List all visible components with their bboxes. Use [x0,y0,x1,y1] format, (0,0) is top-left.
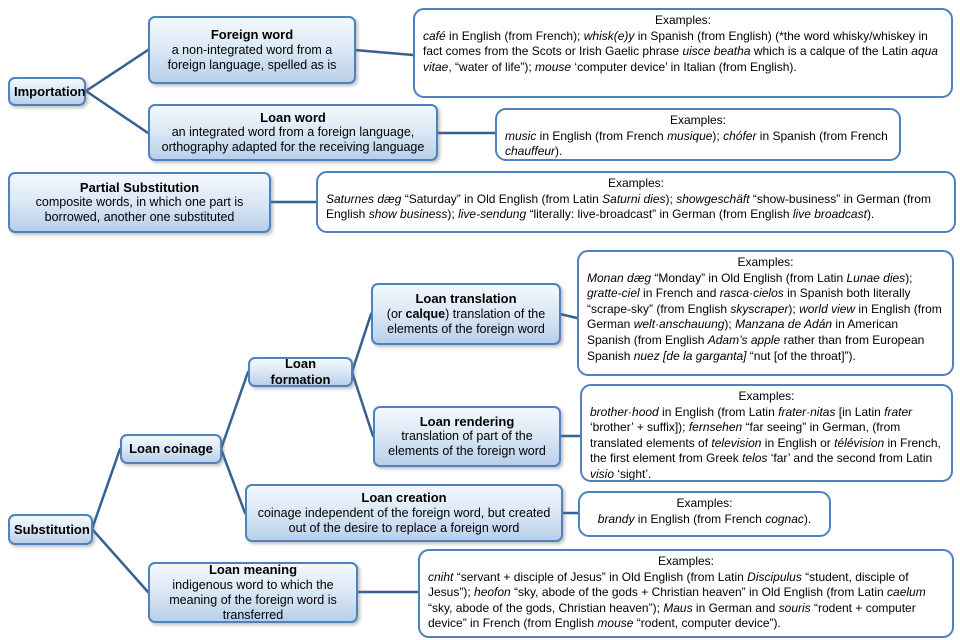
examples-body: Saturnes dæg “Saturday” in Old English (from Latin Saturni dies); showgeschäft “show-business” in German (from English show business); live-sendung “literally: live-broadcast” in German (from English live broadcast). [326,191,931,222]
examples-heading: Examples: [676,496,733,510]
node-title: Importation [14,83,86,99]
examples-heading: Examples: [657,554,715,568]
examples-body: brother·hood in English (from Latin frater·nitas [in Latin frater ‘brother’ + suffix]); fernsehen “far seeing” in German, (from translated elements of television in English or télévision in French, the first element from Greek telos ‘far’ and the second from Latin visio ‘sight’. [590,404,941,481]
examples-heading: Examples: [607,176,665,190]
connector [355,50,413,55]
node-title: Loan word [260,109,326,125]
node-title: Substitution [14,521,90,537]
examples-body: Monan dæg “Monday” in Old English (from Latin Lunae dies); gratte-ciel in French and rasca·cielos in Spanish both literally “scrape-sky” (from English skyscraper); world view in English (from German welt·anschauung); Manzana de Adán in American Spanish (from English Adam’s apple rather than from European Spanish nuez [de la garganta] “nut [of the throat]”). [587,270,942,363]
examples-heading: Examples: [738,389,795,403]
node-substitution [8,514,93,545]
examples-loan-translation [577,250,954,376]
connector [86,91,148,133]
examples-loan-word [495,108,901,161]
examples-body: café in English (from French); whisk(e)y in Spanish (from English) (*the word whisky/whiskey in fact comes from the Scots or Irish Gaelic phrase uisce beatha which is a calque of the Latin aqua vitae, “water of life”); mouse ‘computer device’ in Italian (from English). [423,28,938,74]
node-foreign-word [148,16,356,84]
node-loan-translation [371,283,561,345]
node-desc: coinage independent of the foreign word, but created out of the desire to replace a foreign word [257,505,551,535]
node-title: Loan coinage [129,441,213,457]
examples-body: brandy in English (from French cognac). [597,511,812,526]
connector [92,529,148,592]
node-partial-substitution [8,172,271,233]
node-loan-meaning [148,562,358,623]
examples-foreign-word [413,8,953,98]
node-loan-rendering [373,406,561,467]
node-title: Foreign word [210,27,294,43]
examples-heading: Examples: [654,13,712,27]
node-title: Loan rendering [419,413,515,429]
node-loan-coinage [120,434,222,464]
examples-heading: Examples: [737,255,794,269]
node-title: Loan meaning [208,562,298,578]
node-title: Loan formation [270,356,331,387]
examples-body: music in English (from French musique); chófer in Spanish (from French chauffeur). [505,128,888,159]
node-title: Partial Substitution [79,179,200,195]
node-importation [8,77,86,106]
examples-heading: Examples: [669,113,727,127]
node-title: Loan creation [361,490,447,506]
node-desc: indigenous word to which the meaning of the foreign word is transferred [169,577,337,622]
node-title: Loan translation [415,291,517,307]
node-desc: an integrated word from a foreign language, orthography adapted for the receiving language [161,125,425,155]
connector [560,314,577,318]
examples-loan-rendering [580,384,953,482]
connector [352,372,373,436]
connector [221,372,248,449]
node-loan-word [148,104,438,161]
node-desc: composite words, in which one part is borrowed, another one substituted [35,195,244,225]
examples-loan-creation [578,491,831,537]
examples-loan-meaning [418,549,954,638]
examples-body: cniht “servant + disciple of Jesus” in Old English (from Latin Discipulus “student, disciple of Jesus”); heofon “sky, abode of the gods + Christian heaven” in Old English (from Latin caelum “sky, abode of the gods, Christian heaven”); Maus in German and souris “rodent + computer device” in French (from English mouse “rodent, computer device”). [428,569,926,631]
examples-partial-substitution [316,171,956,233]
node-desc: a non-integrated word from a foreign language, spelled as is [167,42,337,72]
node-desc: (or calque) translation of the elements of the foreign word [386,306,546,336]
connector [86,50,148,91]
connector [221,449,245,513]
connector [92,449,120,529]
node-desc: translation of part of the elements of the foreign word [388,429,546,459]
node-loan-formation [248,357,353,387]
node-loan-creation [245,484,563,542]
connector [352,314,371,372]
